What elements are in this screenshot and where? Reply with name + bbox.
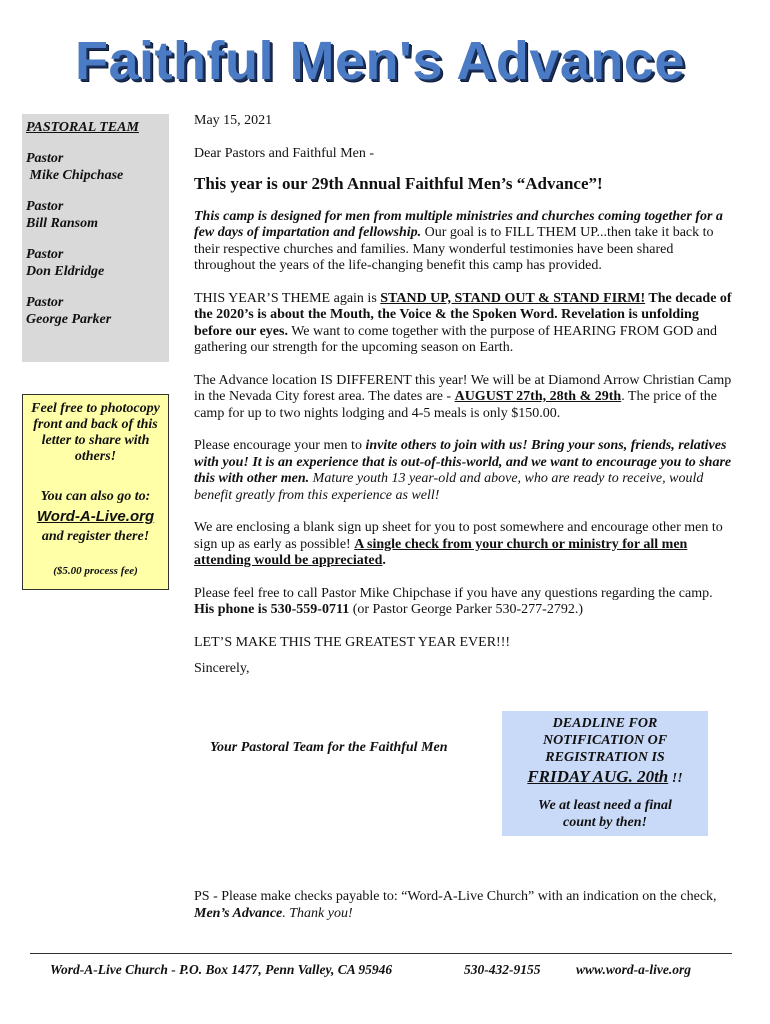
website-intro: You can also go to: [40, 489, 151, 504]
team-member-role: Pastor [26, 199, 64, 214]
team-member [26, 294, 165, 328]
photocopy-note: Feel free to photocopy front and back of this letter to share with others! [31, 401, 160, 464]
team-member-role: Pastor [26, 247, 64, 262]
page-title: Faithful Men's Advance [75, 31, 685, 91]
deadline-date-text: FRIDAY AUG. 20th [527, 767, 669, 786]
pastoral-team-box [22, 114, 169, 362]
team-member-name: Mike Chipchase [26, 168, 124, 183]
footer-website[interactable]: www.word-a-live.org [576, 962, 692, 977]
footer-divider [30, 953, 732, 954]
ps-text: PS - Please make checks payable to: “Word-A-Live Church” with an indication on the check, [194, 889, 717, 904]
footer-address: Word-A-Live Church - P.O. Box 1477, Penn Valley, CA 95946 [50, 962, 393, 977]
contact-text: Please feel free to call Pastor Mike Chipchase if you have any questions regarding the camp. [194, 585, 713, 601]
process-fee-note: ($5.00 process fee) [53, 565, 138, 577]
signup-end: . [382, 553, 386, 568]
deadline-box [502, 711, 708, 836]
letter-body [194, 113, 734, 694]
theme-decade: The decade of the 2020’s is about the Mouth, the Voice & the Spoken Word. Revelation is unfolding before our eyes. [194, 290, 732, 339]
single-check-note: A single check from your church or ministry for all men attending would be appreciated [194, 536, 688, 568]
paragraph-signup [194, 520, 734, 570]
register-note: and register there! [41, 529, 150, 544]
youth-note: Mature youth 13 year-old and above, who are ready to receive, would benefit greatly from this experience as well! [194, 471, 704, 503]
closing-sincerely: Sincerely, [194, 661, 250, 676]
theme-purpose: We want to come together with the purpose of HEARING FROM GOD and gathering our strength for the upcoming season on Earth. [194, 323, 718, 355]
pastoral-team-heading: PASTORAL TEAM [26, 120, 139, 135]
contact-phone: His phone is 530-559-0711 [194, 602, 350, 617]
website-link[interactable]: Word-A-Live.org [36, 508, 155, 525]
team-member-role: Pastor [26, 151, 64, 166]
deadline-note: We at least need a final count by then! [538, 798, 672, 830]
invite-bold: invite others to join with us! Bring your sons, friends, relatives with you! It is an experience that is out-of-this-world, and we want to encourage you to share this with other men. [194, 438, 732, 486]
signup-text: We are enclosing a blank sign up sheet for you to post somewhere and encourage other men to sign up as early as possible! [194, 520, 723, 552]
team-member [26, 198, 165, 232]
team-member-role: Pastor [26, 295, 64, 310]
invite-intro: Please encourage your men to [194, 438, 366, 453]
paragraph-contact [194, 586, 734, 619]
team-member-name: George Parker [26, 312, 112, 327]
paragraph-camp [194, 209, 734, 275]
team-member-name: Don Eldridge [26, 264, 105, 279]
letter-greeting: Dear Pastors and Faithful Men - [194, 145, 375, 161]
theme-name: STAND UP, STAND OUT & STAND FIRM! [380, 290, 646, 306]
ps-payee-note: Men’s Advance [194, 906, 283, 921]
letter-headline: This year is our 29th Annual Faithful Men’s “Advance”! [194, 174, 603, 193]
paragraph-theme [194, 291, 734, 357]
signature: Your Pastoral Team for the Faithful Men [210, 740, 448, 755]
camp-intro: This camp is designed for men from multiple ministries and churches coming together for a few days of impartation and fellowship. [194, 208, 723, 240]
team-member [26, 150, 165, 184]
paragraph-location [194, 373, 734, 423]
event-dates: AUGUST 27th, 28th & 29th [454, 389, 622, 404]
deadline-heading: DEADLINE FOR NOTIFICATION OF REGISTRATION IS [542, 716, 668, 765]
ps-thanks: . Thank you! [282, 906, 353, 921]
team-member-name: Bill Ransom [26, 216, 98, 231]
theme-intro: THIS YEAR’S THEME again is [194, 290, 381, 306]
photocopy-note-box [22, 394, 169, 590]
camp-goal: Our goal is to FILL THEM UP...then take it back to their respective churches and families. Many wonderful testimonies have been shared throughout the years of the life-changing benefit this camp has provided. [194, 225, 714, 273]
team-member [26, 246, 165, 280]
location-text: The Advance location IS DIFFERENT this year! We will be at Diamond Arrow Christian Camp in the Nevada City forest area. The dates are - [194, 372, 732, 404]
deadline-exclaim: !! [668, 771, 683, 786]
deadline-date [508, 768, 702, 787]
price-text: . The price of the camp for up to two nights lodging and 4-5 meals is only $150.00. [194, 389, 717, 421]
paragraph-greatest-year: LET’S MAKE THIS THE GREATEST YEAR EVER!!! [194, 634, 511, 650]
paragraph-invite [194, 438, 734, 504]
letter-date: May 15, 2021 [194, 113, 273, 128]
postscript [194, 888, 734, 922]
contact-alt: (or Pastor George Parker 530-277-2792.) [349, 602, 583, 617]
footer-phone: 530-432-9155 [464, 962, 541, 977]
